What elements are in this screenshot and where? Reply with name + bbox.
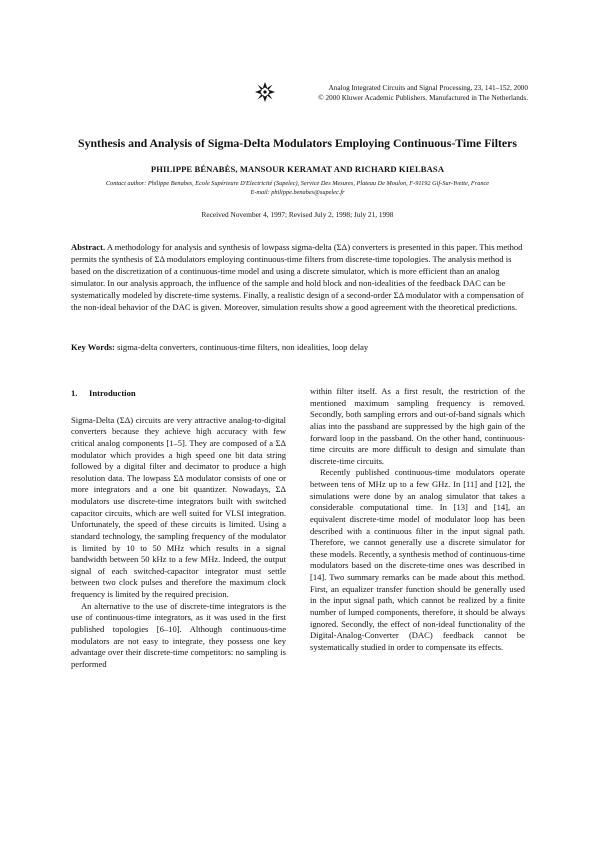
- keywords-text: sigma-delta converters, continuous-time filters, non idealities, loop delay: [117, 342, 369, 352]
- keywords-label: Key Words:: [71, 342, 116, 352]
- body-paragraph: An alternative to the use of discrete-time integrators is the use of continuous-time integrators, as it was used in the first published topologies [6–10]. Although continuous-time modulators are not easy to integrate, they possess one key advantage over their discrete-time competitors: no sampling is performed: [71, 600, 286, 669]
- journal-copyright: © 2000 Kluwer Academic Publishers. Manufactured in The Netherlands.: [318, 94, 528, 102]
- author-affiliation: [40, 179, 555, 197]
- section-number: 1.: [71, 388, 78, 398]
- left-column: [71, 388, 286, 670]
- section-heading: [71, 388, 286, 400]
- journal-header: [285, 83, 528, 103]
- right-column: [310, 386, 525, 653]
- abstract-text: A methodology for analysis and synthesis of lowpass sigma-delta (ΣΔ) converters is presented in this paper. This method permits the synthesis of ΣΔ modulators employing continuous-time filters from discrete-time topologies. The analysis method is based on the discretization of a continuous-time model and using a discrete simulator, which is more efficient than an analog simulator. In our analysis approach, the influence of the sample and hold block and non-idealities of the feedback DAC can be systematically modeled by discrete-time systems. Finally, a realistic design of a second-order ΣΔ modulator with a compensation of the non-ideal behavior of the DAC is given. Moreover, simulation results show a good agreement with the theoretical predictions.: [71, 242, 524, 313]
- abstract-label: Abstract.: [71, 242, 106, 252]
- received-dates: Received November 4, 1997; Revised July 2, 1998; July 21, 1998: [201, 210, 394, 219]
- body-paragraph: Sigma-Delta (ΣΔ) circuits are very attractive analog-to-digital converters because they achieve high accuracy with few critical analog components [1–5]. They are composed of a ΣΔ modulator which provides a high speed one bit data string followed by a digital filter and decimator to produce a high resolution data. The lowpass ΣΔ modulator consists of one or more integrators and a one bit quantizer. Nowadays, ΣΔ modulators use discrete-time integrators built with switched capacitor circuits, which are well suited for VLSI integration. Unfortunately, the speed of these circuits is limited. Using a standard technology, the sampling frequency of the modulator is limited by 10 to 50 MHz which results in a signal bandwidth between 50 kHz to a few MHz. Indeed, the output signal of each switched-capacitor integrator must settle between two clock pulses and therefore the maximum clock frequency is limited by the required precision.: [71, 414, 286, 599]
- paper-authors: PHILIPPE BÉNABÈS, MANSOUR KERAMAT AND RICHARD KIELBASA: [150, 164, 445, 174]
- contact-author-line: Contact author: Philippe Benabes, Ecole Supérieure D'Electricité (Supelec), Service Des Mesures, Plateau De Moulon, F-91192 Gif-Sur-Yvette, France: [105, 180, 490, 187]
- body-paragraph: Recently published continuous-time modulators operate between tens of MHz up to a few GHz. In [11] and [12], the simulations were done by an analog simulator that takes a considerable computational time. In [13] and [14], an equivalent discrete-time model of modulator loop has been described with a continuous filter in the input signal path. Therefore, we cannot generally use a discrete simulator for these models. Recently, a synthesis method of continuous-time modulators based on the discrete-time ones was described in [14]. Two summary remarks can be made about this method. First, an equalizer transfer function should be generally used in the input signal path, which cannot be realized by a finite number of lumped components, therefore, it should be always ignored. Secondly, the effect of non-ideal functionality of the Digital-Analog-Converter (DAC) feedback cannot be systematically studied in order to compensate its effects.: [310, 467, 525, 652]
- publisher-logo-icon: [254, 81, 276, 103]
- author-email: E-mail: philippe.benabes@supelec.fr: [250, 189, 345, 196]
- keywords: [71, 341, 525, 353]
- paper-title: Synthesis and Analysis of Sigma-Delta Modulators Employing Continuous-Time Filters: [78, 136, 517, 150]
- body-paragraph: within filter itself. As a first result, the restriction of the mentioned maximum sampling frequency is removed. Secondly, both sampling errors and out-of-band signals which alias into the passband are suppressed by the high gain of the forward loop in the passband. On the other hand, continuous-time circuits are more difficult to design and simulate than discrete-time circuits.: [310, 386, 525, 466]
- journal-citation: Analog Integrated Circuits and Signal Processing, 23, 141–152, 2000: [328, 84, 528, 92]
- abstract: [71, 241, 525, 313]
- section-title: Introduction: [89, 388, 136, 398]
